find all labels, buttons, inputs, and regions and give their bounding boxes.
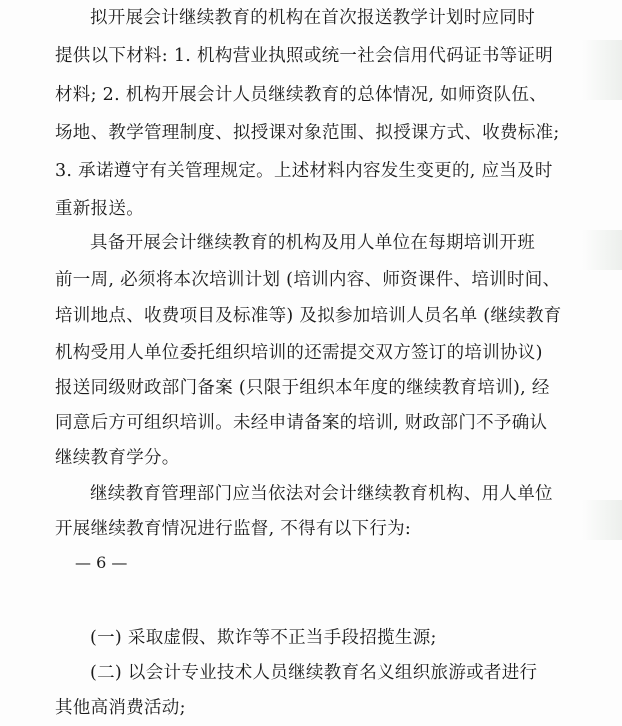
scan-artifact — [582, 40, 622, 100]
paragraph-1-line-2: 提供以下材料: 1. 机构营业执照或统一社会信用代码证书等证明 — [55, 46, 554, 66]
page-number: — 6 — — [75, 553, 128, 572]
paragraph-2-line-2: 前一周, 必须将本次培训计划 (培训内容、师资课件、培训时间、 — [55, 270, 561, 290]
list-item-2-line-1: (二) 以会计专业技术人员继续教育名义组织旅游或者进行 — [90, 663, 538, 683]
paragraph-2-line-4: 机构受用人单位委托组织培训的还需提交双方签订的培训协议) — [55, 343, 543, 363]
paragraph-3-line-1: 继续教育管理部门应当依法对会计继续教育机构、用人单位 — [90, 484, 553, 504]
paragraph-2-line-7: 继续教育学分。 — [55, 448, 180, 468]
paragraph-2-line-5: 报送同级财政部门备案 (只限于组织本年度的继续教育培训), 经 — [55, 378, 550, 398]
paragraph-1-line-6: 重新报送。 — [55, 199, 144, 219]
paragraph-1-line-3: 材料; 2. 机构开展会计人员继续教育的总体情况, 如师资队伍、 — [55, 85, 547, 105]
scan-artifact — [582, 500, 622, 540]
paragraph-2-line-3: 培训地点、收费项目及标准等) 及拟参加培训人员名单 (继续教育 — [55, 306, 562, 326]
scan-artifact — [582, 230, 622, 270]
list-item-2-line-2: 其他高消费活动; — [55, 698, 186, 718]
paragraph-2-line-6: 同意后方可组织培训。未经申请备案的培训, 财政部门不予确认 — [55, 413, 548, 433]
list-item-1: (一) 采取虚假、欺诈等不正当手段招揽生源; — [90, 628, 437, 648]
paragraph-1-line-4: 场地、教学管理制度、拟授课对象范围、拟授课方式、收费标准; — [55, 123, 560, 143]
paragraph-1-line-5: 3. 承诺遵守有关管理规定。上述材料内容发生变更的, 应当及时 — [55, 161, 553, 181]
paragraph-1-line-1: 拟开展会计继续教育的机构在首次报送教学计划时应同时 — [90, 8, 535, 28]
paragraph-2-line-1: 具备开展会计继续教育的机构及用人单位在每期培训开班 — [90, 233, 535, 253]
paragraph-3-line-2: 开展继续教育情况进行监督, 不得有以下行为: — [55, 519, 412, 539]
